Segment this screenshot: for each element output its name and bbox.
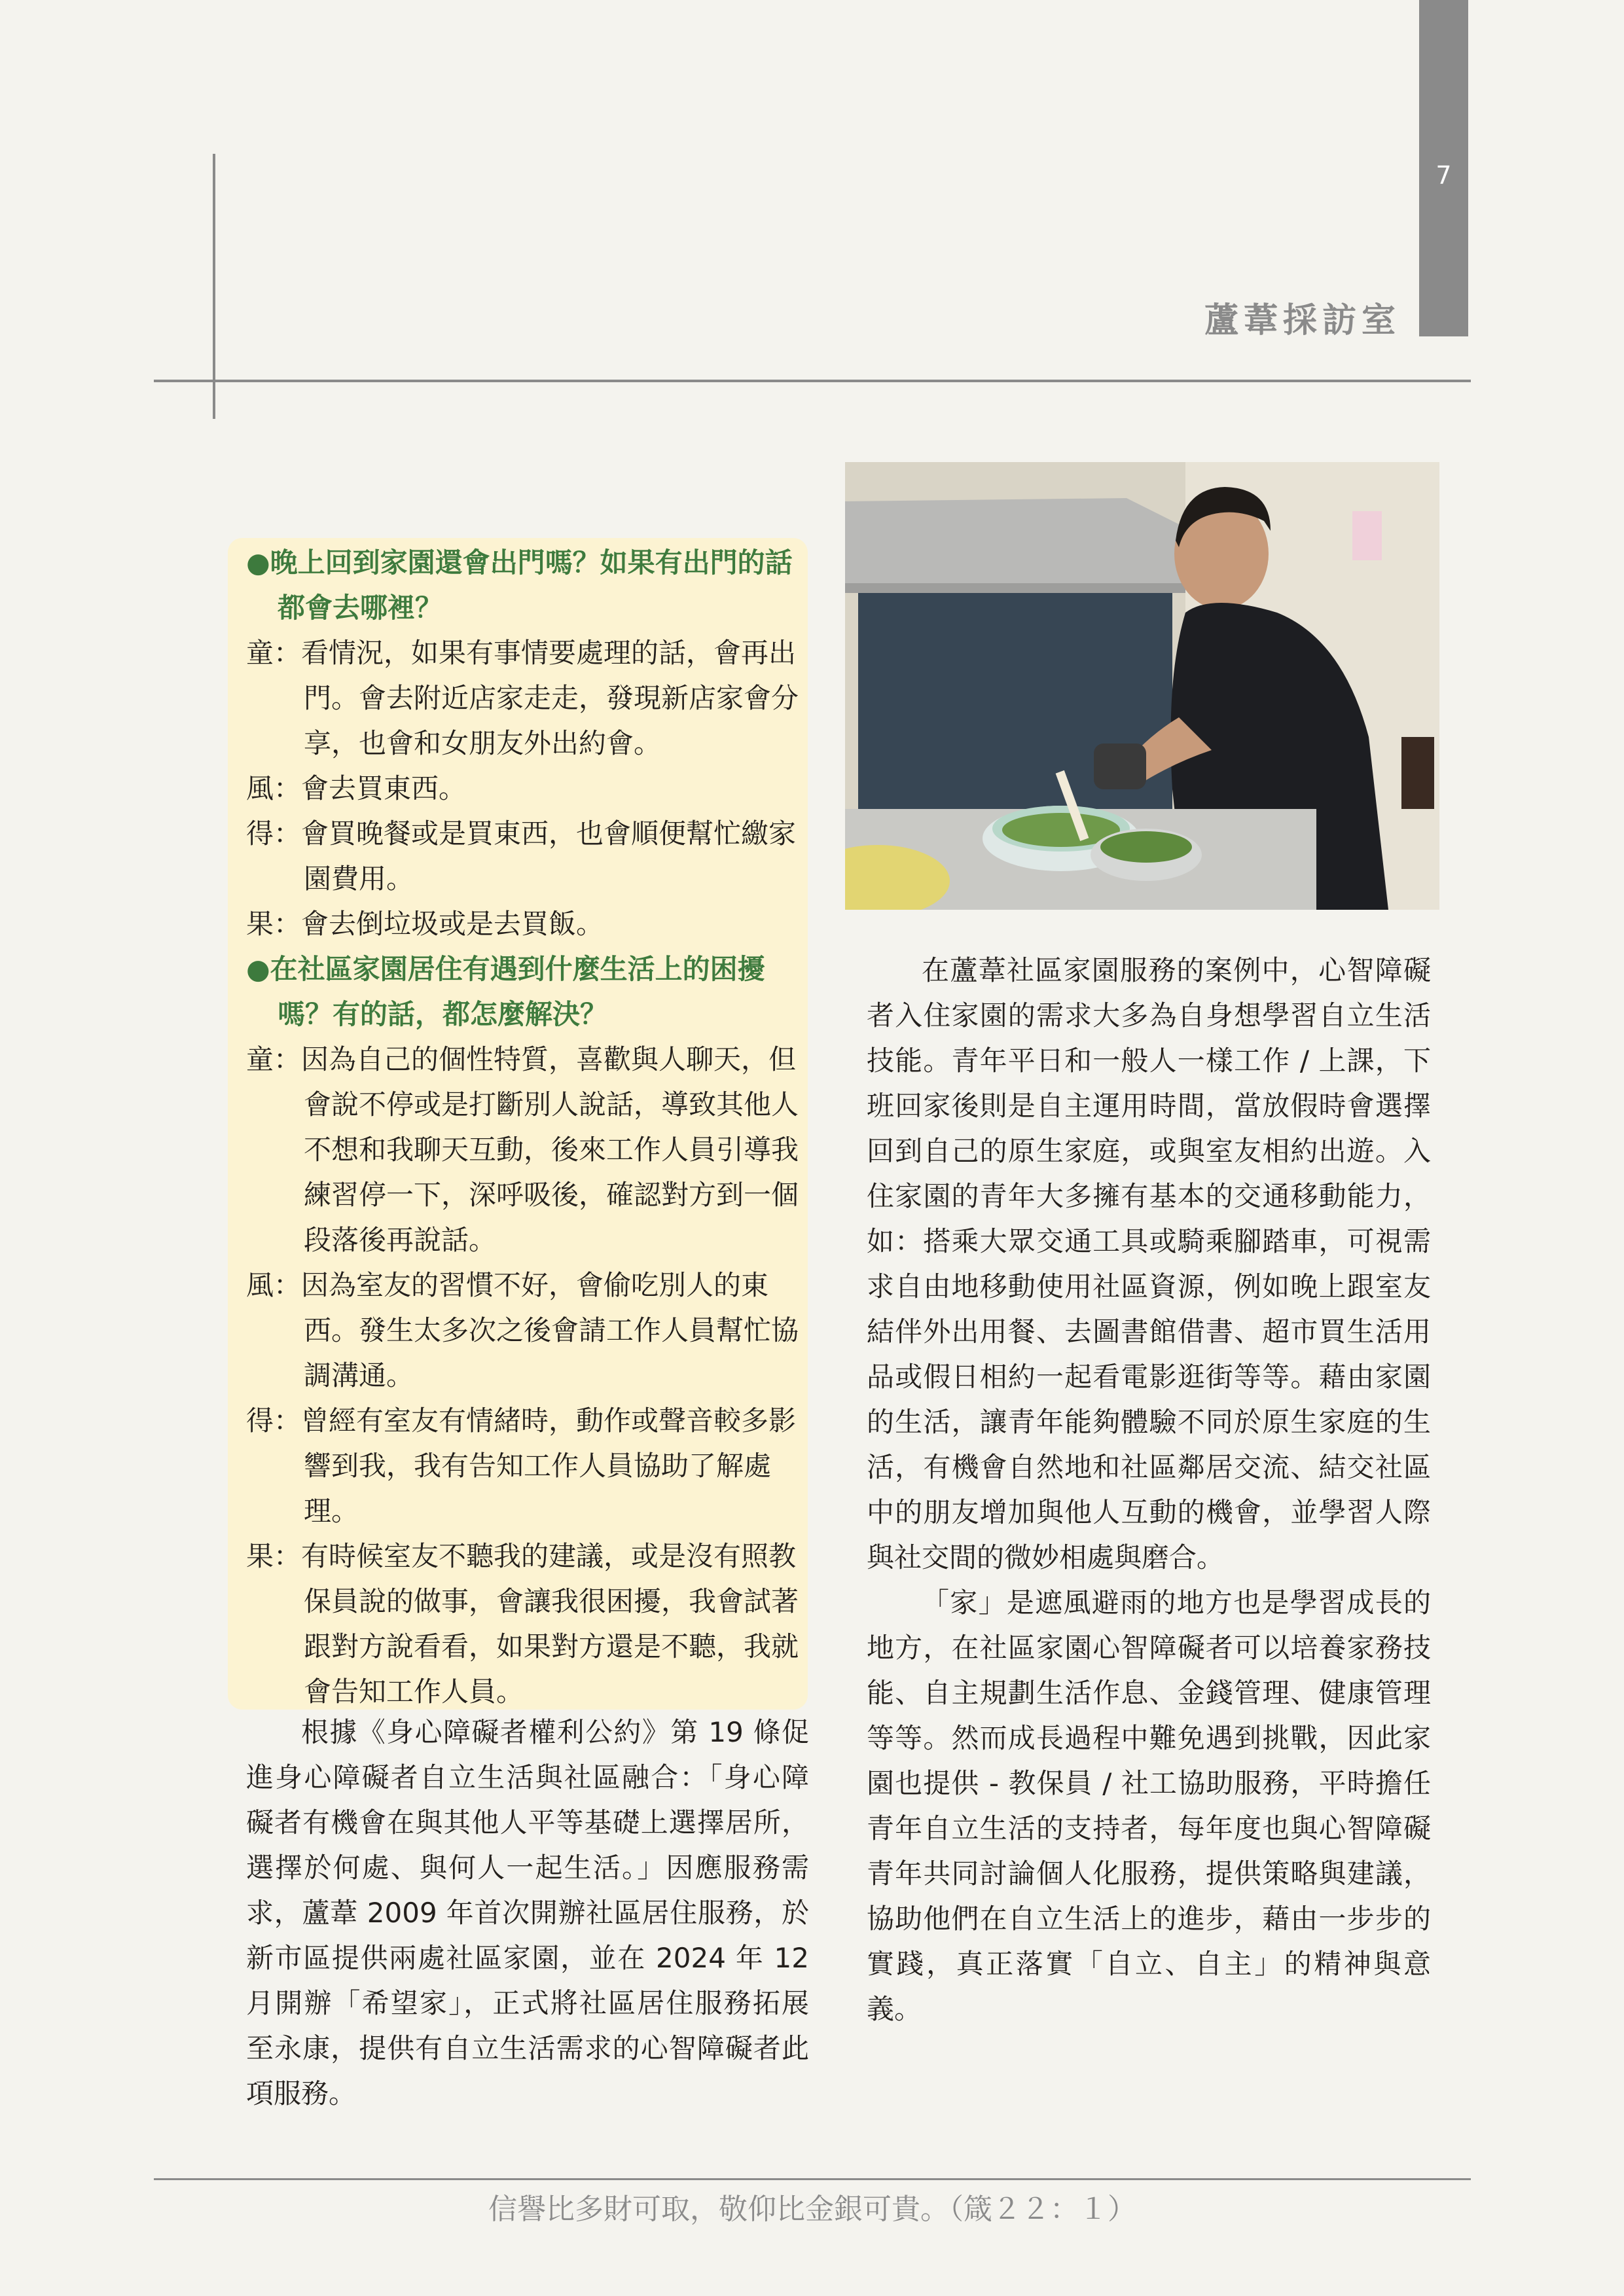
answer-item [246,1534,809,1714]
cooking-photo [845,462,1439,910]
answer-text: 看情況，如果有事情要處理的話，會再出門。會去附近店家走走，發現新店家會分享，也會和女朋友外出約會。 [301,637,799,759]
right-paragraph-2: 「家」是遮風避雨的地方也是學習成長的地方，在社區家園心智障礙者可以培養家務技能、自主規劃生活作息、金錢管理、健康管理等等。然而成長過程中難免遇到挑戰，因此家園也提供 - 教保員 / 社工協助服務，平時擔任青年自立生活的支持者，每年度也與心智障礙青年共同討論個人化服務，提供策略與建議，協助他們在自立生活上的進步，藉由一步步的實踐，真正落實「自立、自主」的精神與意義。 [867,1587,1431,2025]
answer-text: 因為室友的習慣不好，會偷吃別人的東西。發生太多次之後會請工作人員幫忙協調溝通。 [301,1269,799,1391]
header-horizontal-rule [154,380,1471,382]
speaker-label: 童： [246,637,302,669]
answer-item [246,766,809,811]
answer-text: 有時候室友不聽我的建議，或是沒有照教保員說的做事，會讓我很困擾，我會試著跟對方說看看，如果對方還是不聽，我就會告知工作人員。 [301,1540,799,1708]
footer-rule [154,2178,1471,2180]
answer-item [246,630,809,766]
right-paragraph-1: 在蘆葦社區家園服務的案例中，心智障礙者入住家園的需求大多為自身想學習自立生活技能。青年平日和一般人一樣工作 / 上課，下班回家後則是自主運用時間，當放假時會選擇回到自己的原生家庭，或與室友相約出遊。入住家園的青年大多擁有基本的交通移動能力，如：搭乘大眾交通工具或騎乘腳踏車，可視需求自由地移動使用社區資源，例如晚上跟室友結伴外出用餐、去圖書館借書、超市買生活用品或假日相約一起看電影逛街等等。藉由家園的生活，讓青年能夠體驗不同於原生家庭的生活，有機會自然地和社區鄰居交流、結交社區中的朋友增加與他人互動的機會，並學習人際與社交間的微妙相處與磨合。 [867,954,1431,1573]
answer-item [246,1037,809,1263]
answer-item [246,1263,809,1398]
speaker-label: 得： [246,817,302,850]
speaker-label: 童： [246,1043,302,1075]
answer-text: 因為自己的個性特質，喜歡與人聊天，但會說不停或是打斷別人說話，導致其他人不想和我聊天互動，後來工作人員引導我練習停一下，深呼吸後，確認對方到一個段落後再說話。 [301,1043,799,1256]
page-number: 7 [1435,161,1452,190]
answer-item [246,1398,809,1534]
speaker-label: 果： [246,1540,302,1572]
answer-text: 會去買東西。 [301,772,467,804]
qa-list [246,540,809,1714]
section-title: 蘆葦採訪室 [1204,301,1401,340]
question-1: ●晚上回到家園還會出門嗎？如果有出門的話都會去哪裡？ [246,547,793,624]
answer-text: 會去倒垃圾或是去買飯。 [301,908,604,940]
answer-text: 會買晚餐或是買東西，也會順便幫忙繳家園費用。 [301,817,797,895]
answer-text: 曾經有室友有情緒時，動作或聲音較多影響到我，我有告知工作人員協助了解處理。 [301,1405,797,1527]
speaker-label: 風： [246,1269,302,1301]
speaker-label: 風： [246,772,302,804]
speaker-label: 得： [246,1405,302,1437]
answer-item [246,901,809,946]
right-body-column [867,948,1431,2032]
answer-item [246,811,809,901]
left-body-paragraph: 根據《身心障礙者權利公約》第 19 條促進身心障礙者自立生活與社區融合：「身心障礙者有機會在與其他人平等基礎上選擇居所，選擇於何處、與何人一起生活。」因應服務需求，蘆葦 2009 年首次開辦社區居住服務，於新市區提供兩處社區家園，並在 2024 年 12 月開辦「希望家」，正式將社區居住服務拓展至永康，提供有自立生活需求的心智障礙者此項服務。 [246,1716,809,2109]
question-2: ●在社區家園居住有遇到什麼生活上的困擾嗎？有的話，都怎麼解決？ [246,953,765,1030]
speaker-label: 果： [246,908,302,940]
footer-quote: 信譽比多財可取，敬仰比金銀可貴。（箴２２：１） [488,2193,1136,2226]
